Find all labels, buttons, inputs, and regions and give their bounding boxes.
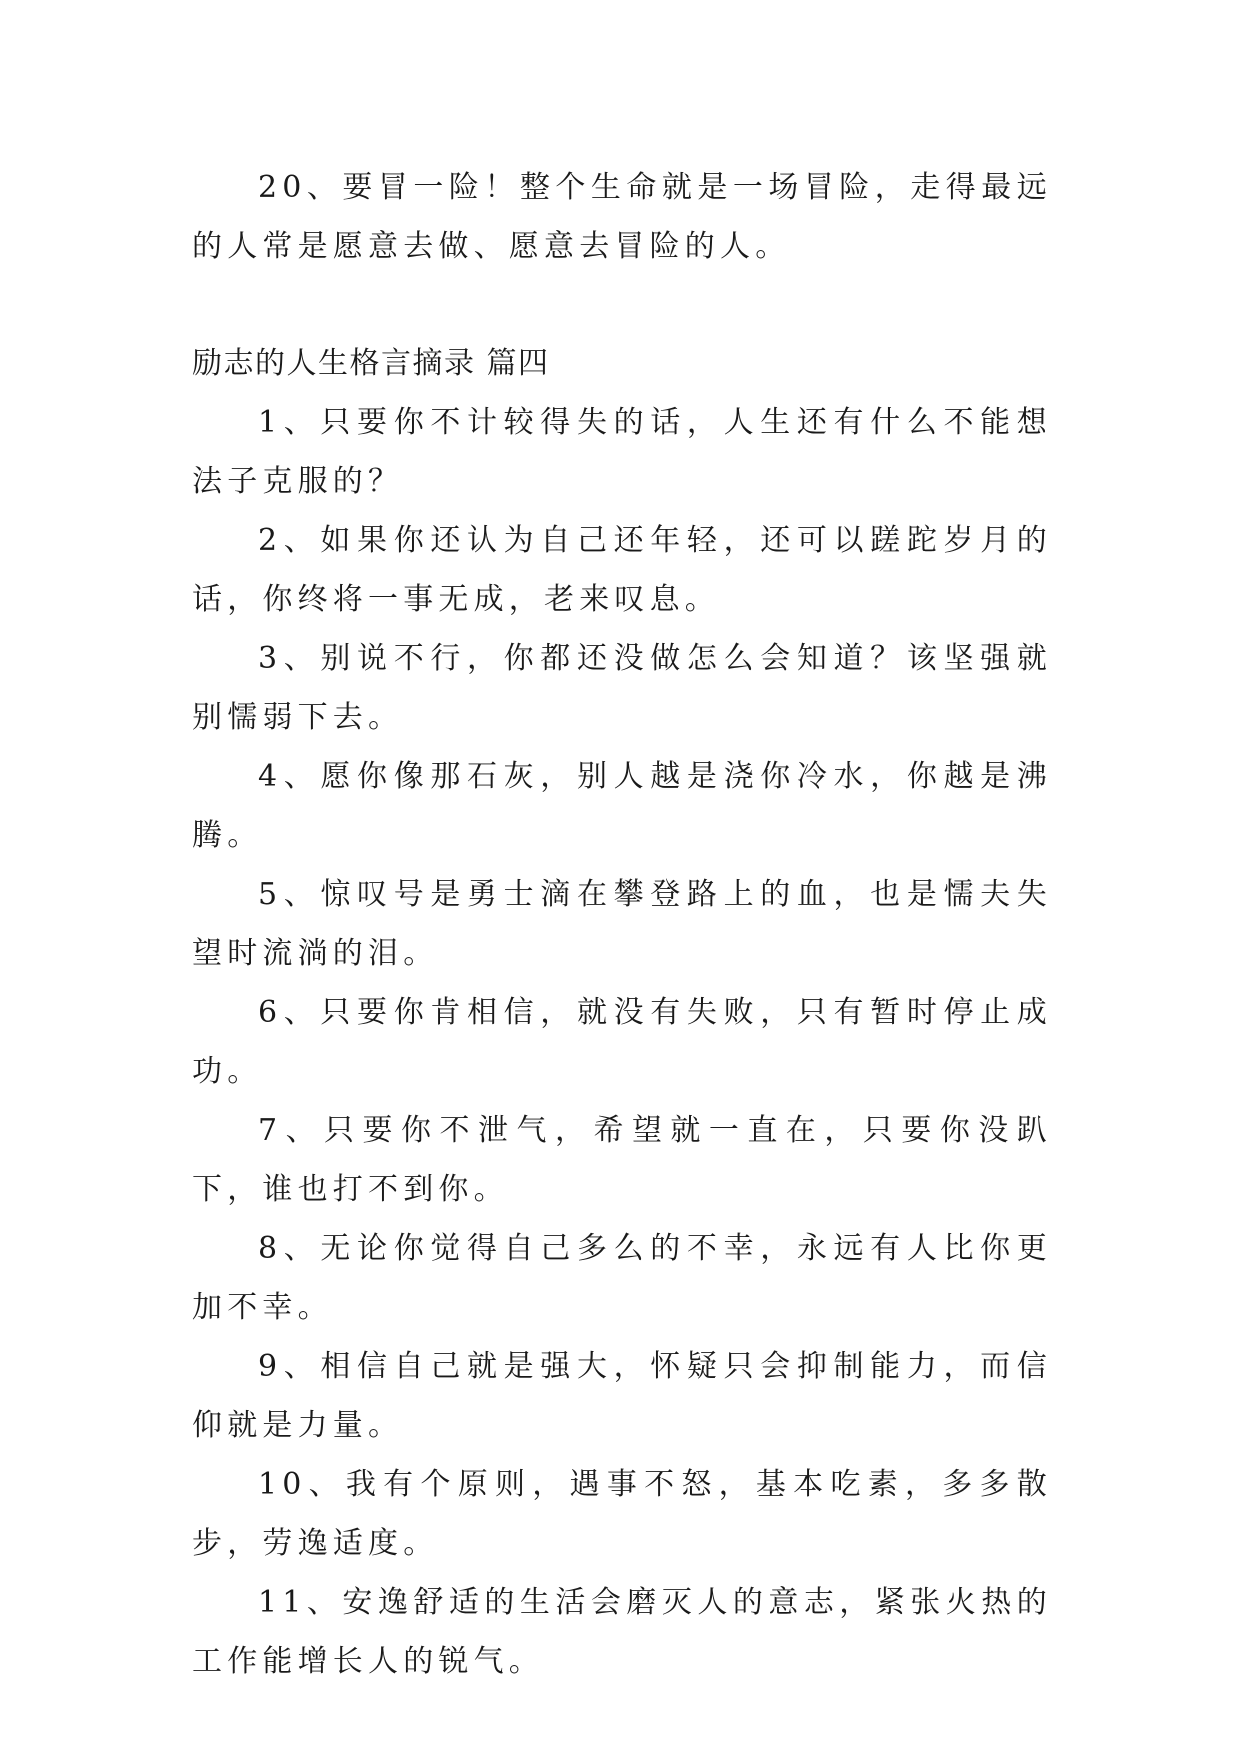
document-body xyxy=(192,158,1052,1691)
paragraph-item-8: 8、无论你觉得自己多么的不幸，永远有人比你更加不幸。 xyxy=(192,1231,1052,1325)
paragraph-item-6: 6、只要你肯相信，就没有失败，只有暂时停止成功。 xyxy=(192,995,1052,1089)
section-heading: 励志的人生格言摘录 篇四 xyxy=(192,346,550,381)
paragraph-item-3: 3、别说不行，你都还没做怎么会知道？该坚强就别懦弱下去。 xyxy=(192,641,1052,735)
paragraph-item-2: 2、如果你还认为自己还年轻，还可以蹉跎岁月的话，你终将一事无成，老来叹息。 xyxy=(192,523,1052,617)
paragraph-item-5: 5、惊叹号是勇士滴在攀登路上的血，也是懦夫失望时流淌的泪。 xyxy=(192,877,1052,971)
paragraph-item-11: 11、安逸舒适的生活会磨灭人的意志，紧张火热的工作能增长人的锐气。 xyxy=(192,1585,1052,1679)
paragraph-item-10: 10、我有个原则，遇事不怒，基本吃素，多多散步，劳逸适度。 xyxy=(192,1467,1052,1561)
paragraph-item-9: 9、相信自己就是强大，怀疑只会抑制能力，而信仰就是力量。 xyxy=(192,1349,1052,1443)
paragraph-item-20: 20、要冒一险！整个生命就是一场冒险，走得最远的人常是愿意去做、愿意去冒险的人。 xyxy=(192,170,1052,264)
paragraph-item-1: 1、只要你不计较得失的话，人生还有什么不能想法子克服的？ xyxy=(192,405,1052,499)
paragraph-item-7: 7、只要你不泄气，希望就一直在，只要你没趴下，谁也打不到你。 xyxy=(192,1113,1052,1207)
paragraph-item-4: 4、愿你像那石灰，别人越是浇你冷水，你越是沸腾。 xyxy=(192,759,1052,853)
